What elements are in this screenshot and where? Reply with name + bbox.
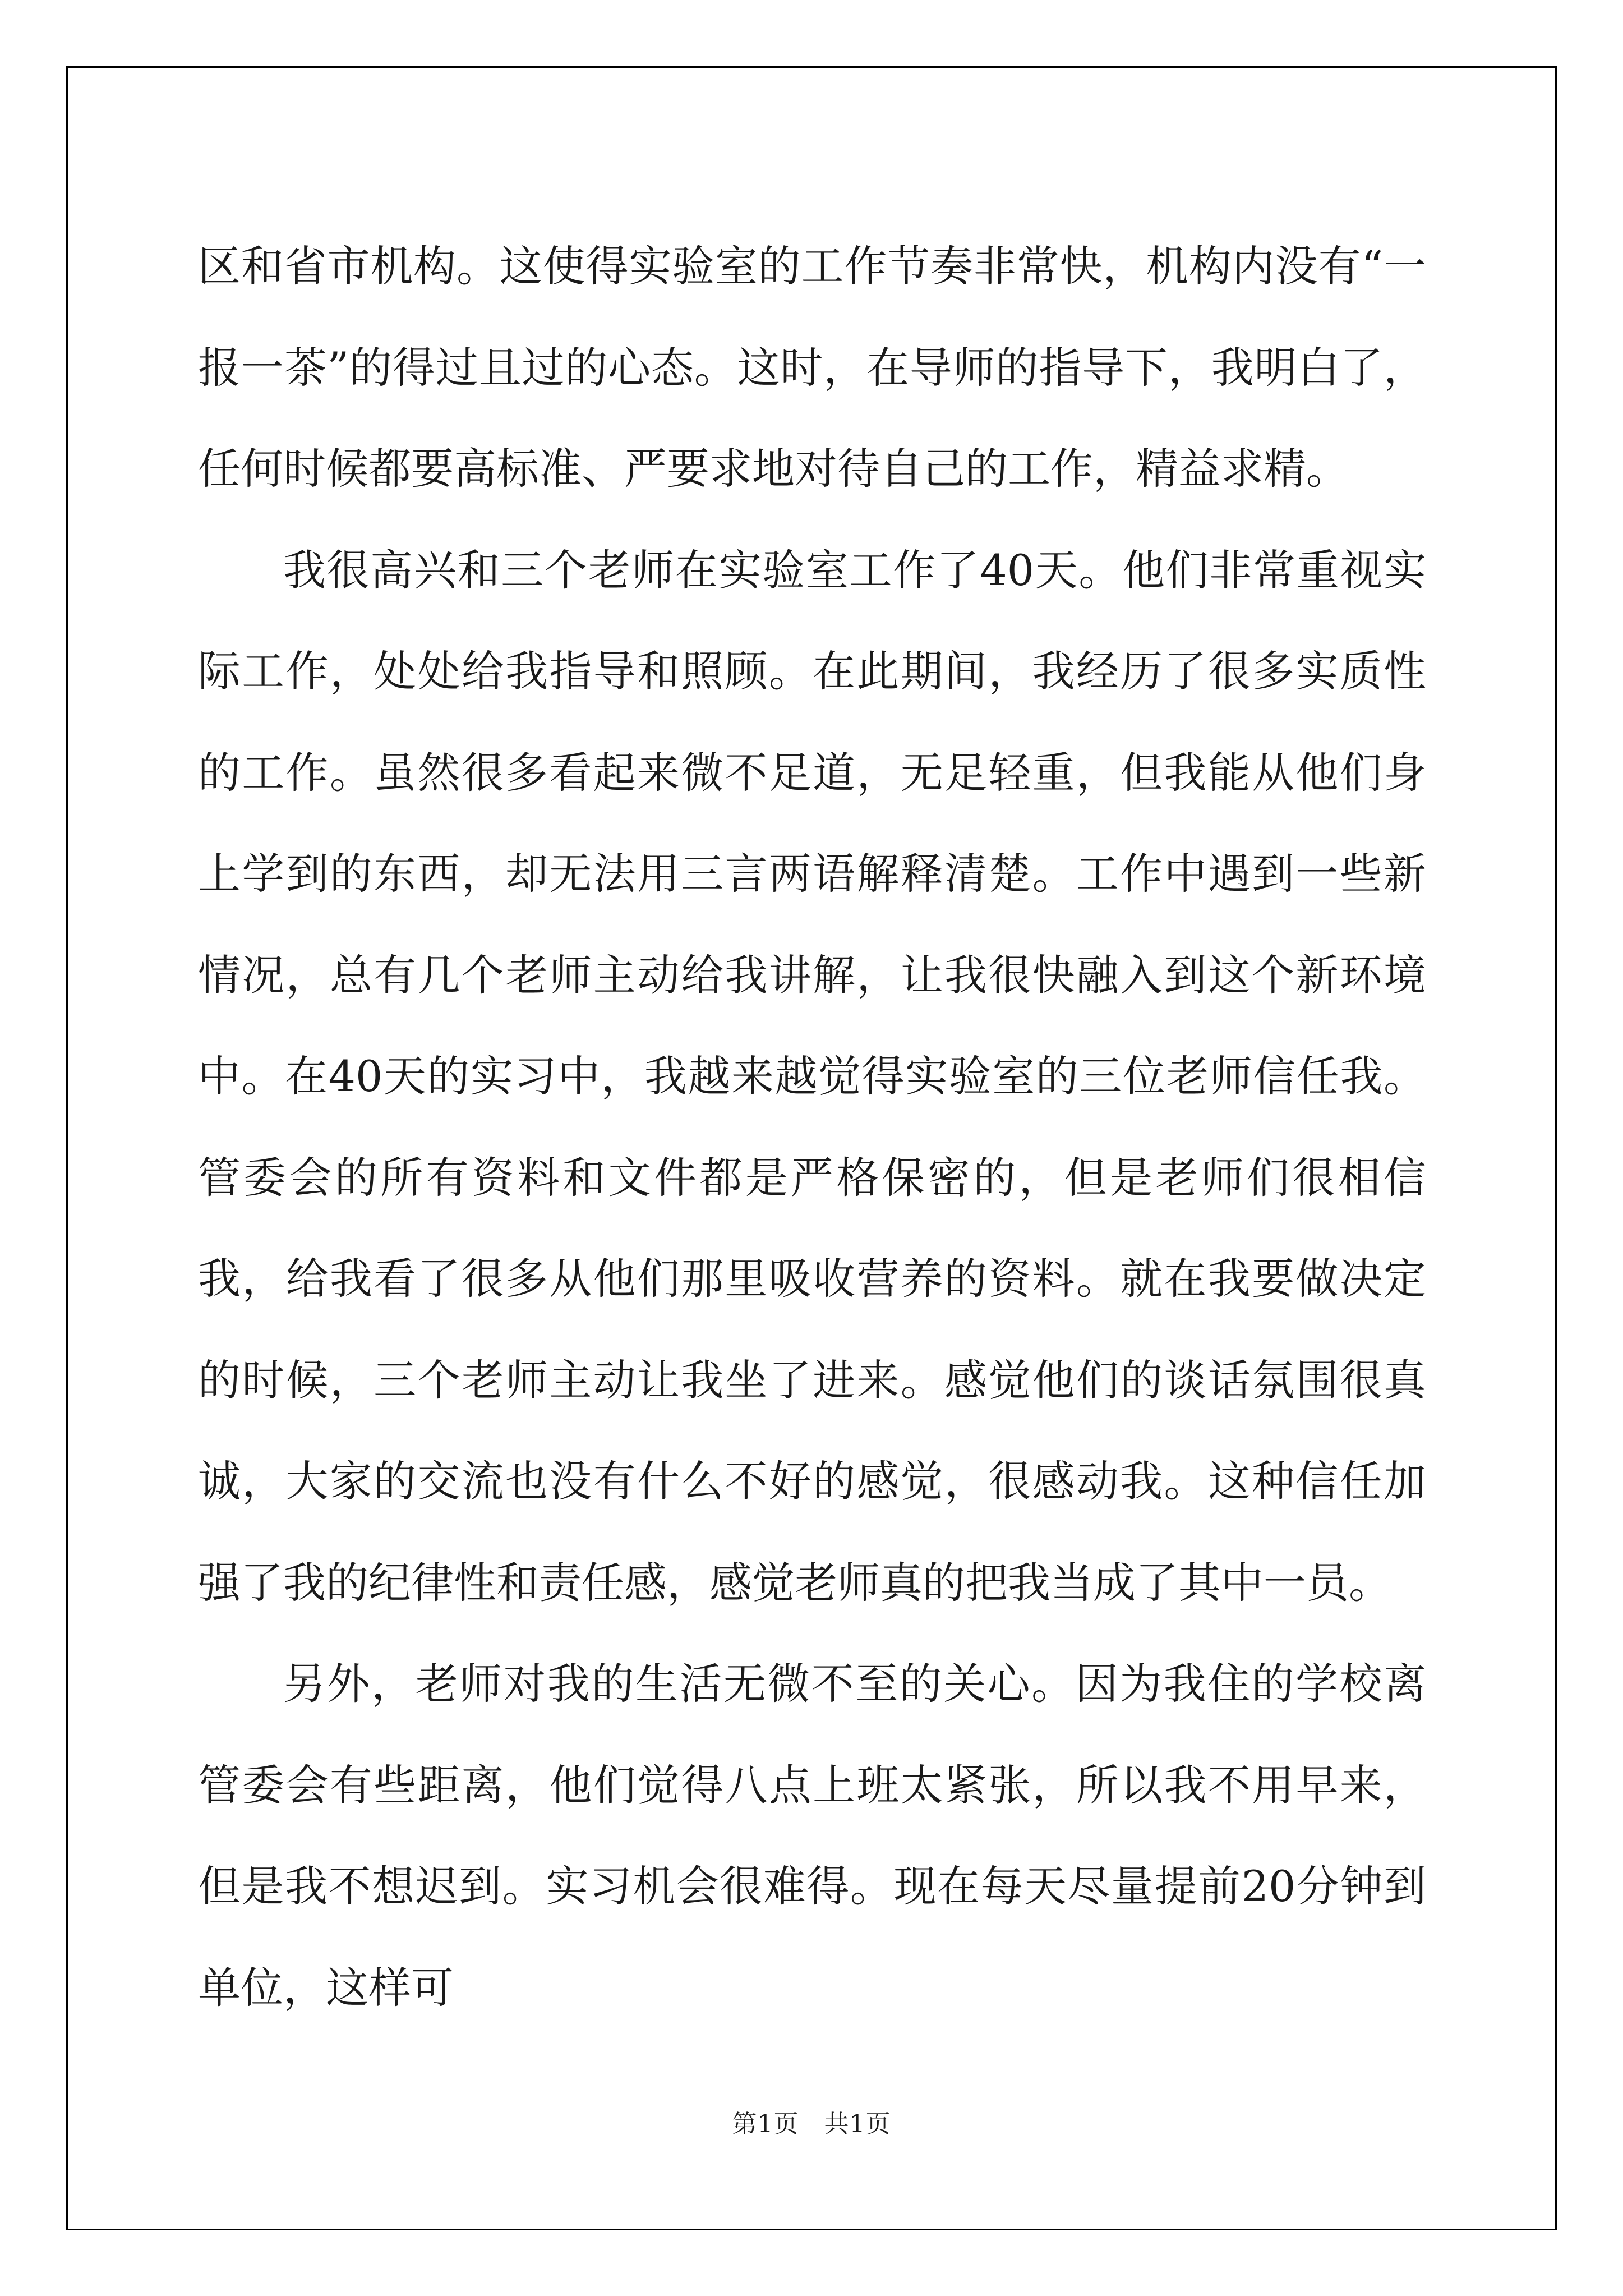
paragraph-3: 另外，老师对我的生活无微不至的关心。因为我住的学校离管委会有些距离，他们觉得八点上班太紧张，所以我不用早来，但是我不想迟到。实习机会很难得。现在每天尽量提前20分钟到单位，这样可 [198,1659,1426,2013]
page-number: 第1页 [732,2110,799,2138]
document-body [198,216,1426,2039]
paragraph-2: 我很高兴和三个老师在实验室工作了40天。他们非常重视实际工作，处处给我指导和照顾。在此期间，我经历了很多实质性的工作。虽然很多看起来微不足道，无足轻重，但我能从他们身上学到的东西，却无法用三言两语解释清楚。工作中遇到一些新情况，总有几个老师主动给我讲解，让我很快融入到这个新环境中。在40天的实习中，我越来越觉得实验室的三位老师信任我。管委会的所有资料和文件都是严格保密的，但是老师们很相信我，给我看了很多从他们那里吸收营养的资料。就在我要做决定的时候，三个老师主动让我坐了进来。感觉他们的谈话氛围很真诚，大家的交流也没有什么不好的感觉，很感动我。这种信任加强了我的纪律性和责任感，感觉老师真的把我当成了其中一员。 [198,545,1426,1608]
paragraph-1: 区和省市机构。这使得实验室的工作节奏非常快，机构内没有“一报一茶”的得过且过的心态。这时，在导师的指导下，我明白了，任何时候都要高标准、严要求地对待自己的工作，精益求精。 [198,241,1426,494]
page-footer [0,2104,1623,2139]
page-total: 共1页 [824,2110,891,2138]
